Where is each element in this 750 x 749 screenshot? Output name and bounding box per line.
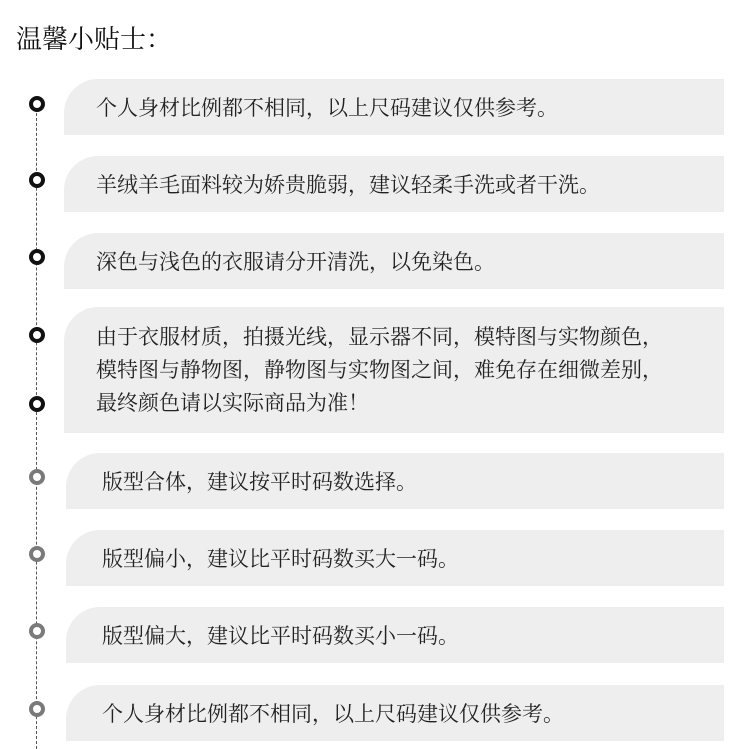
tip-text-line: 模特图与静物图，静物图与实物图之间，难免存在细微差别， bbox=[96, 357, 663, 382]
timeline-dot-icon bbox=[29, 96, 45, 112]
timeline-dot-icon bbox=[29, 469, 45, 485]
tip-text: 深色与浅色的衣服请分开清洗，以免染色。 bbox=[96, 250, 495, 274]
timeline-dot-icon bbox=[29, 396, 45, 412]
timeline-dot-icon bbox=[29, 327, 45, 343]
tip-text-line: 最终颜色请以实际商品为准！ bbox=[96, 390, 369, 415]
tip-item bbox=[66, 685, 724, 741]
timeline-dot-icon bbox=[29, 546, 45, 562]
tip-item bbox=[64, 156, 724, 212]
tip-item bbox=[66, 530, 724, 586]
tip-item bbox=[66, 453, 724, 509]
tip-item bbox=[64, 307, 724, 433]
tip-text: 版型偏小，建议比平时码数买大一码。 bbox=[102, 547, 459, 571]
timeline-dashed-line bbox=[36, 98, 37, 749]
timeline-dot-icon bbox=[29, 623, 45, 639]
tip-text: 版型合体，建议按平时码数选择。 bbox=[102, 470, 417, 494]
timeline-dot-icon bbox=[29, 701, 45, 717]
tip-text-line: 由于衣服材质，拍摄光线，显示器不同，模特图与实物颜色， bbox=[96, 324, 663, 349]
timeline-dot-icon bbox=[29, 249, 45, 265]
page-title: 温馨小贴士： bbox=[16, 25, 173, 55]
timeline-dot-icon bbox=[29, 172, 45, 188]
tip-text: 羊绒羊毛面料较为娇贵脆弱，建议轻柔手洗或者干洗。 bbox=[96, 173, 600, 197]
tip-item bbox=[64, 79, 724, 135]
tip-text: 个人身材比例都不相同，以上尺码建议仅供参考。 bbox=[96, 96, 558, 120]
tip-text: 个人身材比例都不相同，以上尺码建议仅供参考。 bbox=[102, 702, 564, 726]
tip-text: 版型偏大，建议比平时码数买小一码。 bbox=[102, 624, 459, 648]
tip-item bbox=[66, 607, 724, 663]
tip-item bbox=[64, 233, 724, 289]
